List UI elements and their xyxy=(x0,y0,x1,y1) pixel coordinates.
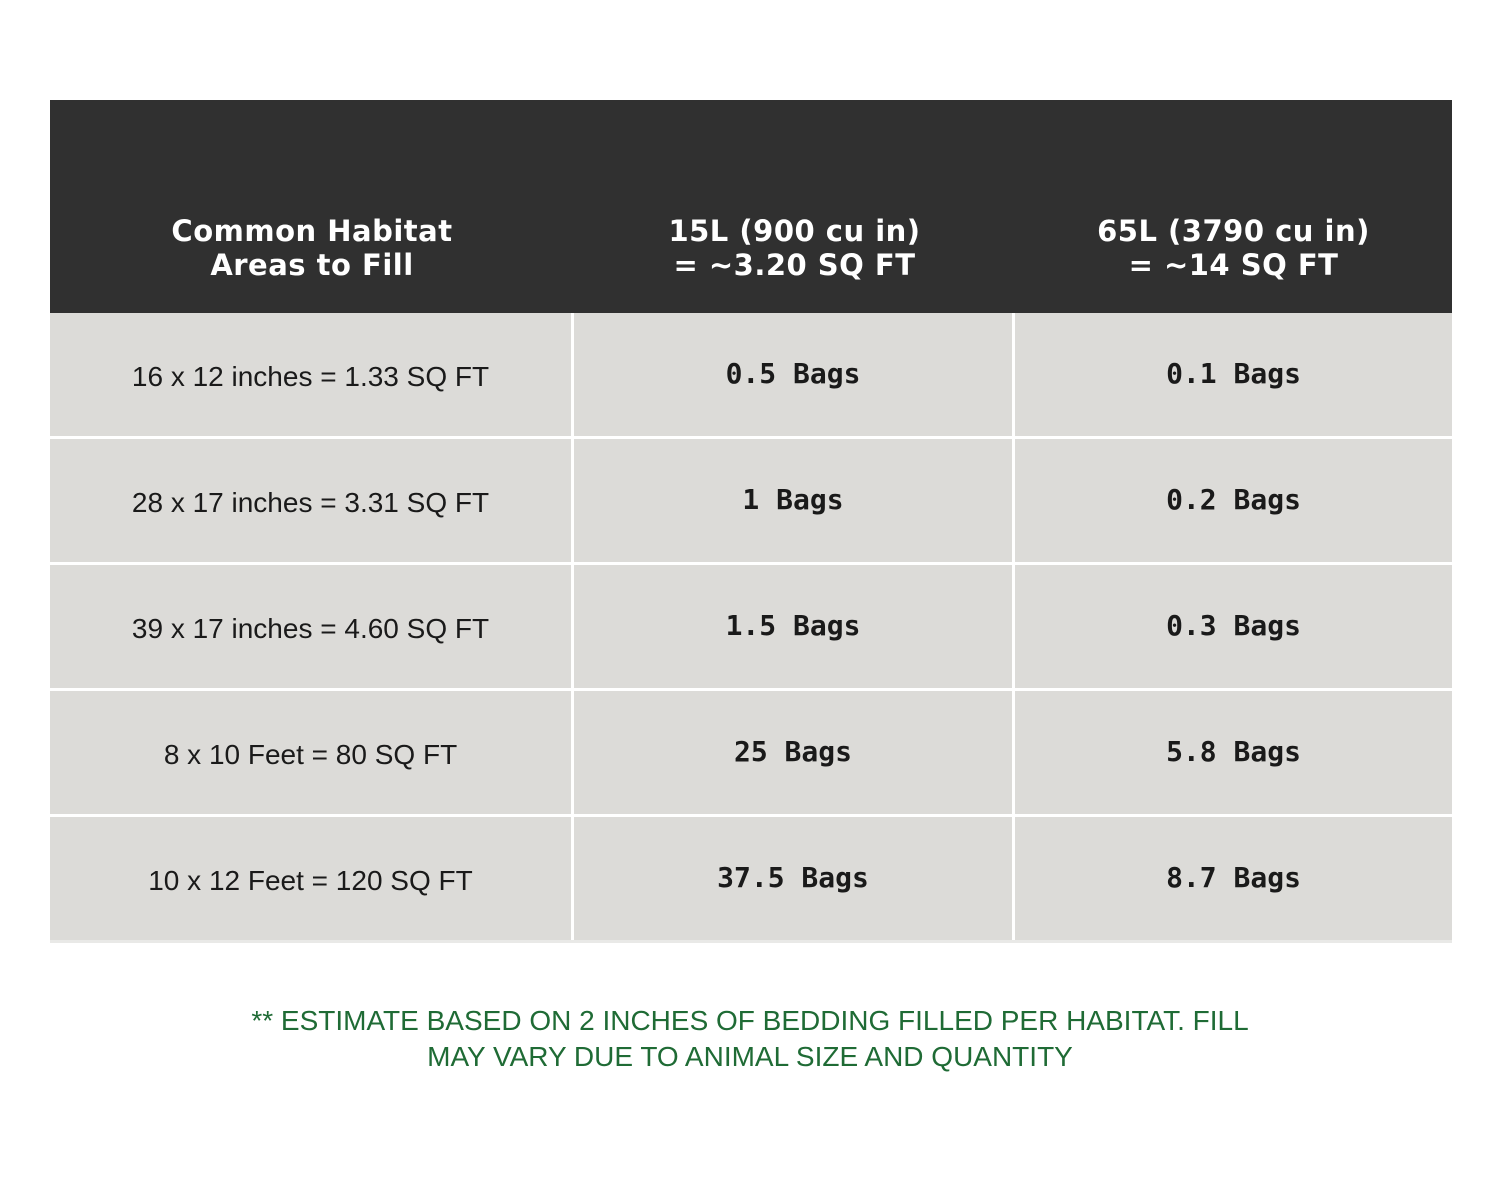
bags-65l-cell: 8.7 Bags xyxy=(1166,861,1301,894)
table-row xyxy=(50,817,1452,943)
table-row xyxy=(50,439,1452,565)
bags-15l-cell: 1.5 Bags xyxy=(574,565,1015,688)
footnote-line-2: MAY VARY DUE TO ANIMAL SIZE AND QUANTITY xyxy=(427,1041,1073,1072)
bags-15l-cell: 37.5 Bags xyxy=(574,817,1015,940)
habitat-area-cell: 28 x 17 inches = 3.31 SQ FT xyxy=(50,439,574,562)
habitat-area-cell: 16 x 12 inches = 1.33 SQ FT xyxy=(50,313,574,436)
bags-15l-cell: 1 Bags xyxy=(574,439,1015,562)
bags-65l-cell: 5.8 Bags xyxy=(1166,735,1301,768)
bags-15l-cell: 25 Bags xyxy=(574,691,1015,814)
bags-65l-cell: 0.3 Bags xyxy=(1166,609,1301,642)
table-row xyxy=(50,313,1452,439)
footnote-line-1: ** ESTIMATE BASED ON 2 INCHES OF BEDDING FILLED PER HABITAT. FILL xyxy=(251,1005,1249,1036)
header-65l-bag: 65L (3790 cu in) = ~14 SQ FT xyxy=(1097,214,1370,282)
bags-65l-cell: 0.2 Bags xyxy=(1166,483,1301,516)
habitat-area-cell: 8 x 10 Feet = 80 SQ FT xyxy=(50,691,574,814)
bags-15l-cell: 0.5 Bags xyxy=(574,313,1015,436)
habitat-area-cell: 10 x 12 Feet = 120 SQ FT xyxy=(50,817,574,940)
table-header-row xyxy=(50,100,1452,313)
habitat-area-cell: 39 x 17 inches = 4.60 SQ FT xyxy=(50,565,574,688)
coverage-table xyxy=(50,100,1452,943)
header-habitat-area: Common Habitat Areas to Fill xyxy=(171,214,453,282)
bags-65l-cell: 0.1 Bags xyxy=(1166,357,1301,390)
table-row xyxy=(50,565,1452,691)
estimate-footnote xyxy=(0,1003,1500,1075)
table-row xyxy=(50,691,1452,817)
header-15l-bag: 15L (900 cu in) = ~3.20 SQ FT xyxy=(668,214,921,282)
